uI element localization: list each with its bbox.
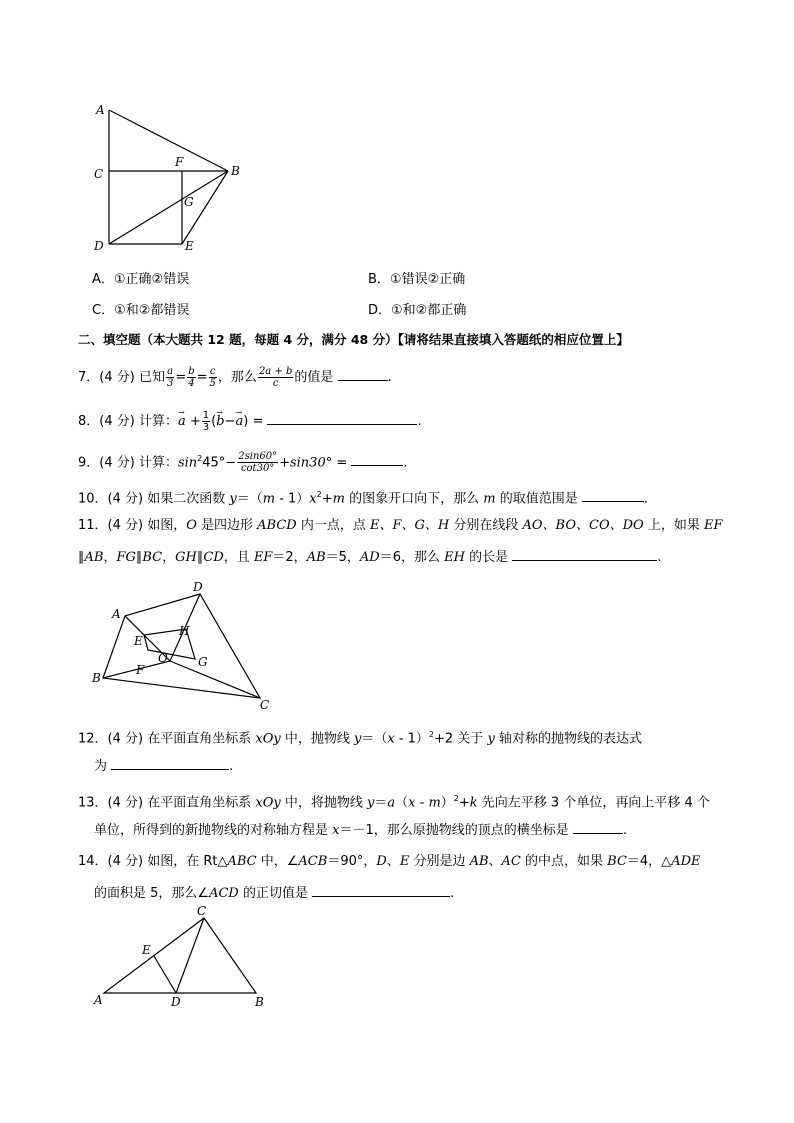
q12-y: y bbox=[353, 731, 362, 747]
q12-text-f: 轴对称的抛物线的表达式 bbox=[494, 731, 642, 747]
fig3-label-A: A bbox=[94, 993, 103, 1007]
q13-xOy: xOy bbox=[255, 795, 281, 811]
q8-open: ( bbox=[211, 414, 217, 429]
q9-sin30: sin30° bbox=[289, 455, 333, 471]
q14-D: D bbox=[376, 854, 387, 869]
q11-comma2: ， bbox=[162, 550, 176, 565]
q14-ADE: ADE bbox=[671, 854, 701, 869]
q8-end: . bbox=[417, 414, 422, 429]
q9-eq: = bbox=[336, 455, 348, 471]
q10-y: y bbox=[229, 491, 237, 507]
q8-plus: + bbox=[189, 414, 201, 429]
q8-vector-a: → a bbox=[178, 413, 186, 431]
q8-vector-b: → b bbox=[216, 413, 224, 431]
q14-AC: AC bbox=[501, 854, 521, 869]
question-10 bbox=[78, 486, 648, 508]
q8-prefix: 8．(4 分) 计算： bbox=[78, 414, 178, 429]
question-8 bbox=[78, 410, 422, 433]
q11-text-a: 11．(4 分) 如图， bbox=[78, 518, 187, 533]
q10-m: m bbox=[262, 491, 276, 507]
question-12-line-2 bbox=[94, 757, 233, 776]
option-b: B．①错误②正确 bbox=[368, 272, 466, 287]
fig2-label-O: O bbox=[158, 651, 168, 665]
q9-prefix: 9．(4 分) 计算： bbox=[78, 455, 178, 471]
q10-answer-blank[interactable] bbox=[582, 489, 644, 502]
q11-GH: GH bbox=[175, 550, 197, 565]
q13-y: y bbox=[366, 795, 375, 811]
fig3-label-B: B bbox=[255, 995, 264, 1009]
q13-text-f: ） bbox=[440, 795, 454, 811]
q7-mid: ，那么 bbox=[217, 370, 257, 385]
q13-text-d: （ bbox=[395, 795, 409, 811]
q8-frac: $\frac{1}{3}$ bbox=[202, 410, 210, 433]
q13-text-line2a: 单位，所得到的新抛物线的对称轴方程是 bbox=[94, 823, 333, 838]
q13-text-g: + bbox=[458, 795, 470, 811]
section-2-heading: 二、填空题（本大题共 12 题，每题 4 分，满分 48 分）【请将结果直接填入答题纸的相应位置上】 bbox=[78, 332, 629, 347]
q13-end: . bbox=[622, 823, 628, 838]
q7-frac-b4: $\frac{b}{4}$ bbox=[188, 366, 195, 389]
q13-x2: x bbox=[332, 823, 340, 838]
figure-3-diagram bbox=[90, 904, 280, 1014]
q11-end: . bbox=[657, 550, 662, 565]
fig3-label-E: E bbox=[142, 943, 151, 957]
q11-text-j: 的长是 bbox=[464, 550, 509, 565]
q7-eq1: = bbox=[175, 370, 187, 385]
q11-par3: ∥ bbox=[196, 550, 204, 565]
q11-text-e: 上，如果 bbox=[643, 518, 704, 533]
q13-text-line2b: ＝－1，那么原抛物线的顶点的横坐标是 bbox=[339, 823, 569, 838]
q14-BC: BC bbox=[607, 854, 627, 869]
fig2-label-D: D bbox=[193, 580, 203, 594]
q12-x: x bbox=[387, 731, 395, 747]
q11-EF: EF bbox=[703, 518, 723, 533]
q9-answer-blank[interactable] bbox=[351, 453, 403, 466]
q11-O: O bbox=[186, 518, 197, 533]
q8-eq: = bbox=[252, 414, 264, 429]
q7-eq2: = bbox=[196, 370, 208, 385]
q14-ACD: ACD bbox=[209, 886, 239, 901]
q7-frac-a3: $\frac{a}{3}$ bbox=[166, 366, 174, 389]
q12-text-a: 12．(4 分) 在平面直角坐标系 bbox=[78, 731, 256, 747]
q11-text-d: 分别在线段 bbox=[449, 518, 523, 533]
q11-text-f: ，且 bbox=[223, 550, 254, 565]
q11-answer-blank[interactable] bbox=[512, 548, 657, 561]
q7-frac-expr: $\frac{2a + b}{c}$ bbox=[258, 366, 293, 389]
q11-BC: BC bbox=[142, 550, 163, 565]
q11-text-i: ＝6，那么 bbox=[379, 550, 445, 565]
q13-text-e: - bbox=[415, 795, 429, 811]
fig2-label-F: F bbox=[136, 663, 145, 677]
option-c: C．①和②都错误 bbox=[92, 303, 190, 318]
fig2-label-B: B bbox=[92, 671, 101, 685]
q9-sup: 2 bbox=[197, 454, 203, 463]
option-a: A．①正确②错误 bbox=[92, 272, 190, 287]
question-9 bbox=[78, 450, 408, 474]
q11-comma1: ， bbox=[103, 550, 117, 565]
q11-segments: AO、BO、CO、DO bbox=[522, 518, 644, 533]
fig1-label-D: D bbox=[94, 239, 104, 253]
fig2-label-C: C bbox=[260, 698, 270, 712]
q10-sup: 2 bbox=[316, 490, 322, 499]
q10-m2: m bbox=[332, 491, 345, 507]
q11-EH: EH bbox=[444, 550, 465, 565]
q11-FG: FG bbox=[116, 550, 136, 565]
figure-1-diagram bbox=[88, 98, 258, 258]
q12-text-line2: 为 bbox=[94, 759, 108, 774]
question-7 bbox=[78, 366, 392, 389]
q10-text6: 的取值范围是 bbox=[495, 491, 578, 507]
option-d: D．①和②都正确 bbox=[368, 303, 467, 318]
fig1-label-F: F bbox=[175, 155, 184, 169]
figure-2-diagram bbox=[90, 578, 280, 713]
q14-ABC: ABC bbox=[227, 854, 257, 869]
question-14-line-2 bbox=[94, 884, 454, 903]
q12-end: . bbox=[229, 759, 234, 774]
q7-answer-blank[interactable] bbox=[338, 368, 388, 381]
q11-par2: ∥ bbox=[135, 550, 143, 565]
question-11-line-2 bbox=[78, 548, 661, 567]
fig3-label-D: D bbox=[171, 995, 181, 1009]
q10-m3: m bbox=[483, 491, 496, 507]
fig1-label-C: C bbox=[94, 167, 104, 181]
q14-text-line2a: 的面积是 5，那么∠ bbox=[94, 886, 210, 901]
q13-a: a bbox=[387, 795, 396, 811]
q7-end: . bbox=[387, 370, 392, 385]
q11-EF2: EF bbox=[253, 550, 273, 565]
q10-text3: - 1） bbox=[275, 491, 310, 507]
q14-text-g: 的中点，如果 bbox=[520, 854, 608, 869]
fig1-label-B: B bbox=[231, 164, 240, 178]
q14-text-c: ＝90°， bbox=[327, 854, 377, 869]
q11-par1: ∥ bbox=[78, 550, 85, 565]
q12-text-d: - 1） bbox=[394, 731, 429, 747]
q13-text-c: ＝ bbox=[374, 795, 388, 811]
fig2-label-G: G bbox=[198, 655, 208, 669]
q14-text-line2b: 的正切值是 bbox=[238, 886, 308, 901]
q13-text-b: 中，将抛物线 bbox=[280, 795, 367, 811]
q13-text-h: 先向左平移 3 个单位，再向上平移 4 个 bbox=[477, 795, 710, 811]
q12-y2: y bbox=[487, 731, 495, 747]
question-14-line-1 bbox=[78, 853, 701, 871]
q12-xOy: xOy bbox=[255, 731, 281, 747]
q14-text-a: 14．(4 分) 如图，在 Rt△ bbox=[78, 854, 228, 869]
q14-text-h: ＝4，△ bbox=[626, 854, 672, 869]
q10-x: x bbox=[309, 491, 317, 507]
q11-AD: AD bbox=[359, 550, 380, 565]
q11-text-b: 是四边形 bbox=[196, 518, 258, 533]
q12-text-b: 中，抛物线 bbox=[280, 731, 354, 747]
q12-text-c: ＝（ bbox=[361, 731, 388, 747]
q13-text-a: 13．(4 分) 在平面直角坐标系 bbox=[78, 795, 256, 811]
fig1-label-E: E bbox=[185, 239, 194, 253]
q12-answer-blank[interactable] bbox=[111, 757, 229, 770]
q9-frac: $\frac{2\sin 60^\circ}{\cot 30^\circ}$ bbox=[238, 451, 278, 475]
q7-suffix: 的值是 bbox=[294, 370, 334, 385]
q11-AB2: AB bbox=[306, 550, 326, 565]
q8-answer-blank[interactable] bbox=[267, 412, 417, 425]
q11-text-g: ＝2， bbox=[272, 550, 307, 565]
fig3-label-C: C bbox=[197, 904, 207, 918]
q14-ACB: ACB bbox=[298, 854, 328, 869]
q14-end: . bbox=[450, 886, 455, 901]
q14-text-e: 分别是边 bbox=[409, 854, 470, 869]
q11-text-c: 内一点，点 bbox=[296, 518, 370, 533]
q9-end: . bbox=[403, 455, 408, 471]
q11-text-h: ＝5， bbox=[325, 550, 360, 565]
q14-E: E bbox=[399, 854, 410, 869]
q9-minus: − bbox=[225, 455, 237, 471]
q7-frac-c5: $\frac{c}{5}$ bbox=[209, 366, 216, 389]
q7-prefix: 7．(4 分) 已知 bbox=[78, 370, 165, 385]
q8-close: ) bbox=[243, 414, 249, 429]
q10-end: . bbox=[643, 491, 648, 507]
q9-sin: sin bbox=[177, 455, 198, 471]
q12-sup: 2 bbox=[428, 730, 435, 739]
q14-text-b: 中，∠ bbox=[256, 854, 299, 869]
question-13-line-2 bbox=[94, 821, 627, 840]
q13-k: k bbox=[469, 795, 478, 811]
q13-m: m bbox=[428, 795, 441, 811]
q10-text: 10．(4 分) 如果二次函数 bbox=[78, 491, 230, 507]
q14-answer-blank[interactable] bbox=[312, 884, 450, 897]
q8-vector-a2: → a bbox=[235, 413, 243, 431]
fig1-label-G: G bbox=[184, 195, 194, 209]
question-12-line-1 bbox=[78, 726, 642, 748]
q9-plus: + bbox=[279, 455, 290, 471]
q11-CD: CD bbox=[203, 550, 224, 565]
fig2-label-A: A bbox=[112, 607, 121, 621]
question-13-line-1 bbox=[78, 790, 710, 812]
q10-text5: 的图象开口向下，那么 bbox=[344, 491, 484, 507]
q8-minus: − bbox=[224, 414, 236, 429]
fig2-label-H: H bbox=[179, 624, 190, 638]
q13-answer-blank[interactable] bbox=[573, 821, 623, 834]
q12-text-e: +2 关于 bbox=[434, 731, 488, 747]
q13-x: x bbox=[408, 795, 416, 811]
q14-text-d: 、 bbox=[386, 854, 400, 869]
q11-points: E、F、G、H bbox=[370, 518, 450, 533]
q13-sup: 2 bbox=[453, 794, 459, 803]
question-11-line-1 bbox=[78, 517, 722, 535]
q10-text4: + bbox=[321, 491, 333, 507]
fig1-label-A: A bbox=[96, 103, 105, 117]
q14-text-f: 、 bbox=[488, 854, 502, 869]
q9-45: 45° bbox=[202, 455, 226, 471]
fig2-label-E: E bbox=[134, 634, 143, 648]
q14-AB: AB bbox=[469, 854, 489, 869]
q10-text2: ＝（ bbox=[236, 491, 263, 507]
q11-ABCD: ABCD bbox=[257, 518, 297, 533]
q11-AB: AB bbox=[84, 550, 104, 565]
